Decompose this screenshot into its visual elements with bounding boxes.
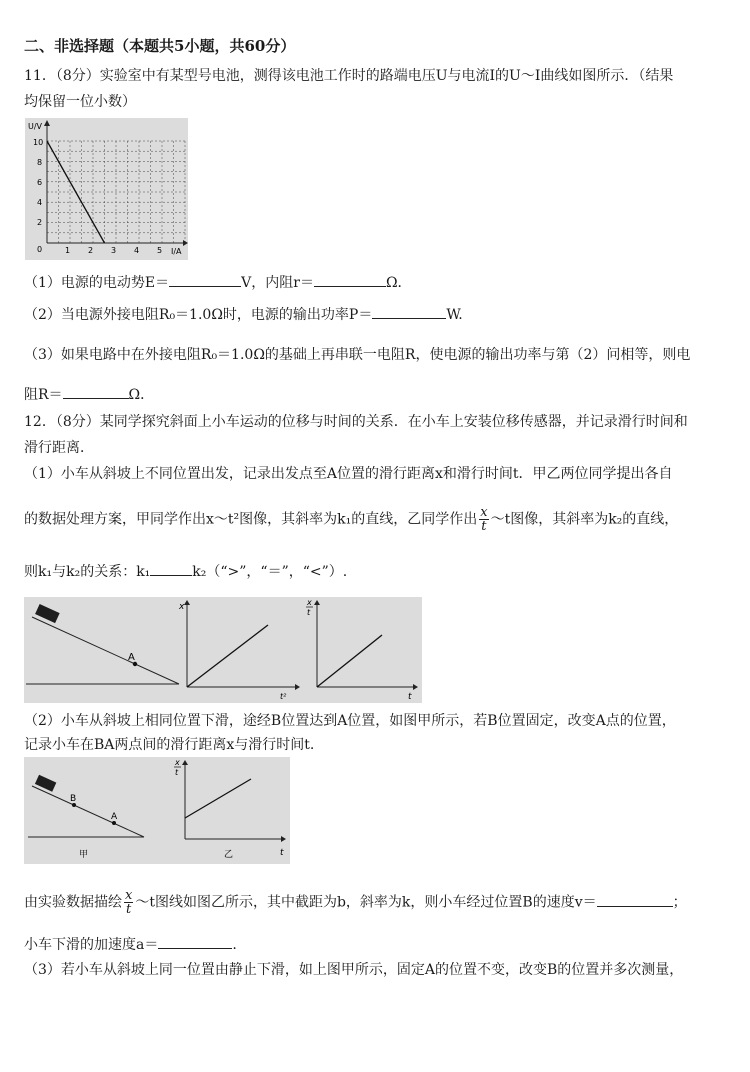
q11-part2 [24,304,463,325]
caption-yi: 乙 [224,850,234,860]
q12-part1-line2 [24,506,678,533]
g3-ylabel-num: x [307,598,312,607]
incline1-slope [32,617,179,684]
g2-x-arrow [295,684,300,690]
q12-part2-line2: 记录小车在BA两点间的滑行距离x与滑行时间t. [24,737,315,753]
g3-line [317,635,382,687]
ui-ytick: 8 [37,158,43,167]
q12-p1-l3-b: k₂（“>”，“＝”，“<”）. [192,564,348,580]
g2-ylabel: x [179,602,185,612]
g4-line [185,779,251,818]
ui-xtick: 3 [111,246,117,255]
q12-k-compare-blank[interactable] [150,561,192,576]
frac-den: t [481,519,487,534]
q12-p1-l2-a: 的数据处理方案，甲同学作出x～t²图像，其斜率为k₁的直线，乙同学作出 [24,511,478,528]
ui-xtick: 1 [65,246,71,255]
q12-stem-line2: 滑行距离． [24,440,94,456]
frac-num: x [480,505,488,520]
q11-p1-text-c: Ω． [385,275,412,291]
ui-ytick: 2 [37,218,43,227]
q12-p1-l3-a: 则k₁与k₂的关系：k₁ [24,564,151,580]
ui-ytick: 4 [37,198,43,207]
ui-xtick: 5 [157,246,163,255]
q12-figure2 [24,757,290,864]
ui-ytick: 6 [37,178,43,187]
ui-y-arrow [44,120,50,126]
caption-jia: 甲 [79,850,89,860]
ui-xtick: 4 [134,246,140,255]
g3-xlabel: t [408,692,412,702]
g4-xlabel: t [280,848,284,858]
q11-part1 [24,272,412,293]
q12-p1-l2-b: ～t图像，其斜率为k₂的直线， [490,511,679,528]
q12-p2-l3-b: ～t图线如图乙所示，其中截距为b，斜率为k，则小车经过位置B的速度v＝ [135,894,597,911]
q11-p1-text-b: V，内阻r＝ [241,275,314,291]
g2-y-arrow [184,600,190,605]
q11-ui-graph [25,118,188,260]
x-over-t-fraction [479,506,488,533]
ui-x-arrow [183,240,188,246]
ui-graph-svg [25,118,188,260]
g4-ylabel-den: t [175,768,179,777]
ui-ylabel: U/V [28,122,43,131]
q11-p3-text-c: Ω． [128,387,155,403]
q11-r-blank[interactable] [63,384,129,399]
incline2-slope [32,786,144,837]
q11-stem-line2: 均保留一位小数） [24,94,136,110]
g2-line [187,625,268,687]
q12-p2-l3-a: 由实验数据描绘 [24,894,122,911]
ui-grid [47,141,185,243]
q12-part2-line1: （2）小车从斜坡上相同位置下滑，途经B位置达到A位置，如图甲所示，若B位置固定，改变A点的位置， [24,713,676,729]
q11-emf-blank[interactable] [169,272,241,287]
q12-accel-blank[interactable] [158,934,232,949]
q12-part2-line4 [24,934,237,955]
q12-part1-line1: （1）小车从斜坡上不同位置出发，记录出发点至A位置的滑行距离x和滑行时间t．甲乙两位同学提出各自 [24,466,673,482]
frac2-num: x [125,888,133,903]
fig1-svg [24,597,422,703]
ui-y-ticks [33,138,43,254]
q11-p2-text-b: W. [446,307,463,323]
q12-part3-line1: （3）若小车从斜坡上同一位置由静止下滑，如上图甲所示，固定A的位置不变，改变B的位置并多次测量， [24,962,684,978]
q11-stem-line1: 11．（8分）实验室中有某型号电池，测得该电池工作时的路端电压U与电流I的U～I曲线如图所示．（结果 [24,68,674,84]
x-over-t-fraction-2 [124,889,133,916]
g4-ylabel-num: x [175,758,180,767]
g4-y-arrow [182,760,188,765]
q12-p2-l4-a: 小车下滑的加速度a＝ [24,937,159,953]
point-b-label: B [70,794,77,804]
point-a-label: A [128,652,135,663]
ui-xtick: 2 [88,246,94,255]
ui-ytick: 10 [33,138,44,147]
ui-x-ticks [65,246,162,255]
q11-resistance-blank[interactable] [314,272,386,287]
q12-figure1 [24,597,422,703]
q12-stem-line1: 12．（8分）某同学探究斜面上小车运动的位移与时间的关系．在小车上安装位移传感器，并记录滑行时间和 [24,414,688,430]
q12-part2-line3 [24,889,687,916]
fig2-svg [24,757,290,864]
q11-power-blank[interactable] [372,304,446,319]
point-a2-label: A [111,812,118,822]
g3-y-arrow [314,600,320,605]
q12-p2-l4-b: . [232,937,237,953]
g3-ylabel-den: t [307,608,311,617]
ui-ytick: 0 [37,245,43,254]
q11-p2-text-a: （2）当电源外接电阻R₀＝1.0Ω时，电源的输出功率P＝ [24,307,373,323]
g4-x-arrow [281,836,286,842]
section-title: 二、非选择题（本题共5小题，共60分） [24,37,296,55]
q11-p3-text-b: 阻R＝ [24,387,63,403]
q12-velocity-blank[interactable] [597,892,673,907]
g3-x-arrow [413,684,418,690]
q11-part3-line2 [24,384,154,405]
q12-part1-line3 [24,561,347,582]
q11-part3-line1: （3）如果电路中在外接电阻R₀＝1.0Ω的基础上再串联一电阻R，使电源的输出功率与第（2）问相等，则电 [24,347,691,363]
frac2-den: t [126,902,132,917]
q12-p2-l3-c: ； [672,894,687,911]
g2-xlabel: t² [280,692,287,701]
q11-p1-text-a: （1）电源的电动势E＝ [24,275,170,291]
ui-xlabel: I/A [171,247,182,256]
